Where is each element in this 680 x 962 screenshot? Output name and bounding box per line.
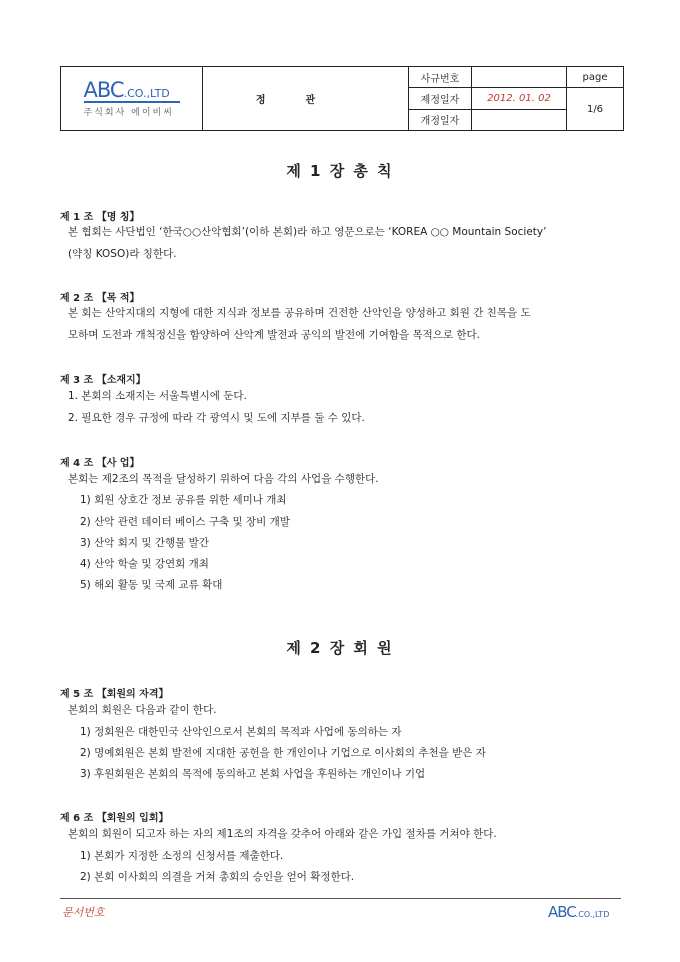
article-heading: 제 2 조 【목 적】 [60, 293, 140, 304]
list-item: 1) 정회원은 대한민국 산악인으로서 본회의 목적과 사업에 동의하는 자 [80, 726, 402, 738]
page-label: page [567, 67, 624, 88]
article-text-line: 모하며 도전과 개척정신을 함양하여 산악계 발전과 공익의 발전에 기여함을 목적으로 한다. [68, 329, 481, 341]
article-text-line: 1. 본회의 소재지는 서울특별시에 둔다. [68, 390, 247, 402]
document-title: 정관 [203, 67, 409, 131]
article-text-line: 본 회는 산악지대의 지형에 대한 지식과 정보를 공유하며 건전한 산악인을 양성하고 회원 간 친목을 도 [68, 307, 531, 319]
list-item: 4) 산악 학술 및 강연회 개최 [80, 558, 209, 570]
list-item: 2) 명예회원은 본회 발전에 지대한 공헌을 한 개인이나 기업으로 이사회의 추천을 받은 자 [80, 747, 486, 759]
article-text-line: 2. 필요한 경우 규정에 따라 각 광역시 및 도에 지부를 둘 수 있다. [68, 412, 365, 424]
chapter-title: 제 2 장 회 원 [286, 639, 394, 657]
footer-doc-number-label: 문서번호 [62, 906, 105, 919]
list-item: 5) 해외 활동 및 국제 교류 확대 [80, 579, 223, 591]
list-item: 2) 산악 관련 데이터 베이스 구축 및 장비 개발 [80, 516, 290, 528]
company-logo [83, 77, 180, 118]
header-label-regulation-number: 사규번호 [409, 67, 472, 88]
article-text-line: (약칭 KOSO)라 칭한다. [68, 248, 177, 260]
article-text-line: 본회의 회원은 다음과 같이 한다. [68, 704, 217, 716]
list-item: 1) 회원 상호간 정보 공유를 위한 세미나 개최 [80, 494, 287, 506]
footer-logo-suffix: .CO.,LTD [575, 910, 610, 919]
footer-logo-main: ABC [548, 903, 576, 921]
company-logo-cell [61, 67, 203, 131]
list-item: 1) 본회가 지정한 소정의 신청서를 제출한다. [80, 850, 284, 862]
footer-divider [60, 898, 621, 899]
header-value-revised-date [472, 109, 567, 130]
logo-subtitle: 주식회사 에이비씨 [83, 107, 174, 118]
logo-main-text: ABC [83, 77, 124, 102]
list-item: 3) 후원회원은 본회의 목적에 동의하고 본회 사업을 후원하는 개인이나 기업 [80, 768, 426, 780]
article-text-line: 본회의 회원이 되고자 하는 자의 제1조의 자격을 갖추어 아래와 같은 가입 절차를 거쳐야 한다. [68, 828, 497, 840]
article-heading: 제 5 조 【회원의 자격】 [60, 689, 169, 700]
chapter-title: 제 1 장 총 칙 [286, 162, 394, 180]
logo-suffix-text: .CO.,LTD [123, 86, 170, 100]
document-header-table [60, 66, 624, 131]
page-number: 1/6 [567, 88, 624, 131]
article-heading: 제 6 조 【회원의 입회】 [60, 813, 169, 824]
header-label-revised-date: 개정일자 [409, 109, 472, 130]
article-heading: 제 3 조 【소재지】 [60, 375, 146, 386]
article-heading: 제 1 조 【명 칭】 [60, 212, 140, 223]
article-text-line: 본회는 제2조의 목적을 달성하기 위하여 다음 각의 사업을 수행한다. [68, 473, 379, 485]
header-label-enacted-date: 제정일자 [409, 88, 472, 109]
article-heading: 제 4 조 【사 업】 [60, 458, 140, 469]
footer-logo [548, 902, 609, 921]
header-value-regulation-number [472, 67, 567, 88]
list-item: 2) 본회 이사회의 의결을 거쳐 총회의 승인을 얻어 확정한다. [80, 871, 355, 883]
list-item: 3) 산악 회지 및 간행물 발간 [80, 537, 209, 549]
header-value-enacted-date: 2012. 01. 02 [472, 88, 567, 109]
article-text-line: 본 협회는 사단법인 ‘한국○○산악협회’(이하 본회)라 하고 영문으로는 ‘KOREA ○○ Mountain Society’ [68, 226, 547, 238]
